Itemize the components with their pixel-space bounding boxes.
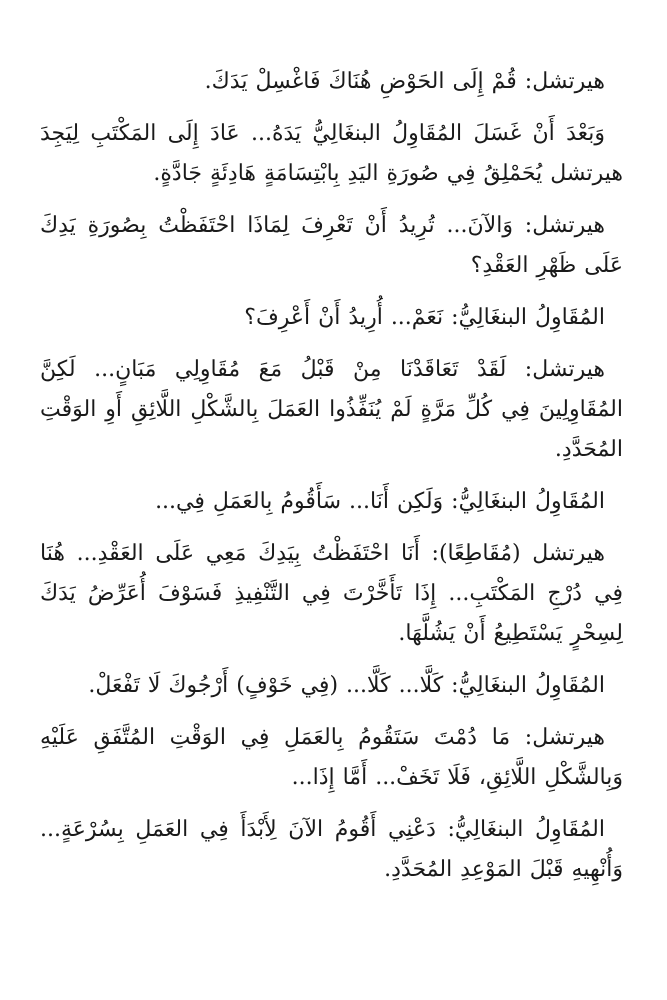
narration-paragraph-2: وَبَعْدَ أَنْ غَسَلَ المُقَاوِلُ البنغَالِيُّ يَدَهُ... عَادَ إِلَى المَكْتَبِ لِيَجِدَ هيرتشل يُحَمْلِقُ فِي صُورَةِ اليَدِ بِابْتِسَامَةٍ هَادِئَةٍ جَادَّةٍ. bbox=[40, 121, 623, 186]
dialogue-paragraph-7: هيرتشل (مُقَاطِعًا): أَنَا احْتَفَظْتُ بِيَدِكَ مَعِي عَلَى العَقْدِ... هُنَا فِي دُرْجِ المَكْتَبِ... إِذَا تَأَخَّرْتَ فِي التَّنْفِيذِ فَسَوْفَ أُعَرِّضُ يَدَكَ لِسِحْرٍ يَسْتَطِيعُ أَنْ يَشُلَّهَا. bbox=[40, 541, 623, 646]
dialogue-paragraph-9: هيرتشل: مَا دُمْتَ سَتَقُومُ بِالعَمَلِ فِي الوَقْتِ المُتَّفَقِ عَلَيْهِ وَبِالشَّكْلِ اللَّائِقِ، فَلَا تَخَفْ... أَمَّا إِذَا... bbox=[40, 725, 623, 790]
dialogue-paragraph-3: هيرتشل: وَالآنَ... تُرِيدُ أَنْ تَعْرِفَ لِمَاذَا احْتَفَظْتُ بِصُورَةِ يَدِكَ عَلَى ظَهْرِ العَقْدِ؟ bbox=[40, 213, 623, 278]
dialogue-paragraph-5: هيرتشل: لَقَدْ تَعَاقَدْنَا مِنْ قَبْلُ مَعَ مُقَاوِلِي مَبَانٍ... لَكِنَّ المُقَاوِلِينَ فِي كُلِّ مَرَّةٍ لَمْ يُنَفِّذُوا العَمَلَ بِالشَّكْلِ اللَّائِقِ أَوِ الوَقْتِ المُحَدَّدِ. bbox=[40, 357, 623, 462]
dialogue-paragraph-4: المُقَاوِلُ البنغَالِيُّ: نَعَمْ... أُرِيدُ أَنْ أَعْرِفَ؟ bbox=[244, 305, 605, 330]
dialogue-paragraph-1: هيرتشل: قُمْ إِلَى الحَوْضِ هُنَاكَ فَاغْسِلْ يَدَكَ. bbox=[204, 69, 605, 94]
dialogue-paragraph-6: المُقَاوِلُ البنغَالِيُّ: وَلَكِن أَنَا... سَأَقُومُ بِالعَمَلِ فِي... bbox=[155, 489, 605, 514]
dialogue-paragraph-8: المُقَاوِلُ البنغَالِيُّ: كَلَّا... كَلَّا... (فِي خَوْفٍ) أَرْجُوكَ لَا تَفْعَلْ. bbox=[88, 673, 605, 698]
dialogue-paragraph-10: المُقَاوِلُ البنغَالِيُّ: دَعْنِي أَقُومُ الآنَ لِأَبْدَأَ فِي العَمَلِ بِسُرْعَةٍ... وَأُنْهِيهِ قَبْلَ المَوْعِدِ المُحَدَّدِ. bbox=[40, 817, 623, 882]
